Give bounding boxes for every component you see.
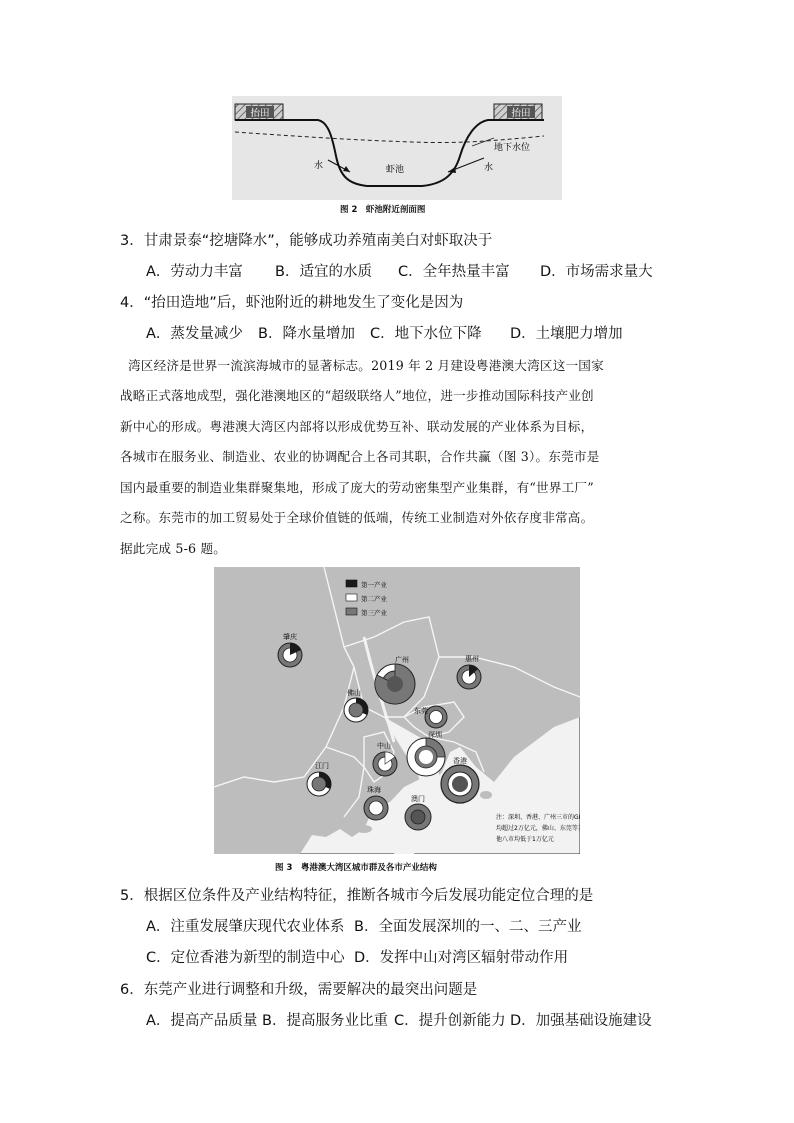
question-3-stem: 3．甘肃景泰“挖塘降水”，能够成功养殖南美白对虾取决于	[120, 233, 493, 249]
city-label-hongkong: 香港	[453, 757, 467, 765]
question-4-stem: 4．“抬田造地”后，虾池附近的耕地发生了变化是因为	[120, 295, 464, 311]
q6-option-c: C．提升创新能力	[394, 1013, 506, 1029]
q4-option-b: B．降水量增加	[258, 326, 355, 342]
q3-option-c: C．全年热量丰富	[398, 264, 510, 280]
question-6-stem: 6．东莞产业进行调整和升级，需要解决的最突出问题是	[120, 982, 478, 998]
donut-zhongshan	[373, 752, 397, 776]
donut-dongguan	[425, 706, 447, 728]
q3-option-a: A．劳动力丰富	[146, 264, 243, 280]
map-note-line-3: 他八市均低于1万亿元	[496, 836, 554, 843]
pond-label: 虾池	[385, 165, 405, 175]
donut-shenzhen	[407, 738, 445, 776]
donut-zhuhai	[364, 796, 388, 820]
groundwater-label: 地下水位	[494, 143, 531, 153]
legend-swatch-primary	[346, 580, 357, 587]
q6-option-b: B．提高服务业比重	[262, 1013, 388, 1029]
legend-swatch-tertiary	[346, 608, 357, 615]
question-5-stem: 5．根据区位条件及产业结构特征，推断各城市今后发展功能定位合理的是	[120, 888, 594, 904]
city-label-shenzhen: 深圳	[428, 731, 442, 739]
q3-option-b: B．适宜的水质	[275, 264, 372, 280]
passage-line-4: 各城市在服务业、制造业、农业的协调配合上各司其职，合作共赢（图 3）。东莞市是	[120, 449, 600, 464]
q5-option-c: C．定位香港为新型的制造中心	[146, 950, 345, 966]
greater-bay-area-map	[214, 567, 580, 854]
donut-jiangmen	[307, 772, 331, 796]
q5-option-a: A．注重发展肇庆现代农业体系	[146, 919, 345, 935]
right-box-label: 抬田	[511, 108, 531, 119]
legend-tertiary-label: 第三产业	[361, 609, 387, 617]
donut-zhaoqing	[278, 643, 302, 667]
q5-option-d: D．发挥中山对湾区辐射带动作用	[354, 950, 569, 966]
donut-guangzhou	[375, 664, 415, 704]
city-label-jiangmen: 江门	[315, 762, 329, 770]
q4-option-d: D．土壤肥力增加	[510, 326, 623, 342]
q3-option-d: D．市场需求量大	[540, 264, 653, 280]
city-label-macau: 澳门	[411, 795, 425, 803]
passage-line-2: 战略正式落地成型，强化港澳地区的“超级联络人”地位，进一步推动国际科技产业创	[120, 388, 594, 403]
q4-option-c: C．地下水位下降	[370, 326, 482, 342]
water-label-left: 水	[314, 161, 324, 171]
map-note-line-2: 均超过2万亿元，佛山、东莞等其	[496, 825, 580, 832]
legend-swatch-secondary	[346, 594, 357, 601]
city-label-zhaoqing: 肇庆	[283, 633, 297, 641]
water-label-right: 水	[484, 163, 494, 173]
figure-3	[214, 567, 580, 854]
legend-secondary-label: 第二产业	[361, 595, 387, 603]
city-label-zhongshan: 中山	[377, 742, 391, 750]
passage-line-7: 据此完成 5-6 题。	[120, 541, 227, 556]
map-note-line-1: 注：深圳、香港、广州三市的GDP	[496, 814, 580, 821]
q5-option-b: B．全面发展深圳的一、二、三产业	[354, 919, 582, 935]
city-label-zhuhai: 珠海	[367, 786, 381, 794]
passage-line-3: 新中心的形成。粤港澳大湾区内部将以形成优势互补、联动发展的产业体系为目标，	[120, 419, 594, 434]
donut-huizhou	[457, 665, 481, 689]
donut-hongkong	[441, 765, 479, 803]
passage-line-6: 之称。东莞市的加工贸易处于全球价值链的低端，传统工业制造对外依存度非常高。	[120, 510, 594, 525]
city-label-guangzhou: 广州	[395, 656, 409, 664]
figure-2	[232, 96, 562, 200]
donut-macau	[405, 804, 431, 830]
q4-option-a: A．蒸发量减少	[146, 326, 243, 342]
city-label-huizhou: 惠州	[465, 655, 479, 663]
figure-3-caption: 图 3 粤港澳大湾区城市群及各市产业结构	[275, 863, 437, 873]
figure-2-caption: 图 2 虾池附近剖面图	[340, 205, 426, 215]
passage-line-5: 国内最重要的制造业集群聚集地，形成了庞大的劳动密集型产业集群，有“世界工厂”	[120, 480, 594, 495]
left-box-label: 抬田	[250, 108, 270, 119]
shrimp-pond-profile-diagram	[232, 96, 562, 200]
q6-option-a: A．提高产品质量	[146, 1013, 258, 1029]
passage-line-1: 湾区经济是世界一流滨海城市的显著标志。2019 年 2 月建设粤港澳大湾区这一国家	[128, 358, 604, 373]
city-label-dongguan: 东莞	[414, 707, 428, 715]
donut-foshan	[344, 698, 368, 722]
city-label-foshan: 佛山	[347, 689, 361, 697]
q6-option-d: D．加强基础设施建设	[510, 1013, 652, 1029]
legend-primary-label: 第一产业	[361, 581, 387, 589]
